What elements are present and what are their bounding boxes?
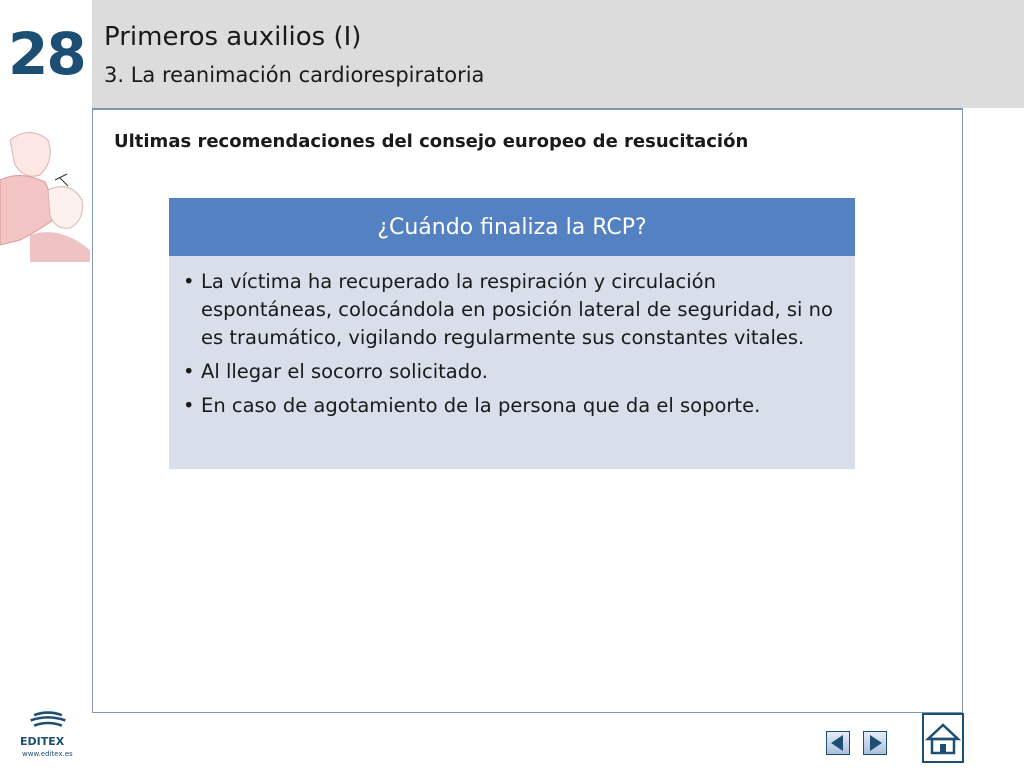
chapter-title: Primeros auxilios (I): [104, 22, 362, 52]
chapter-subtitle: 3. La reanimación cardiorespiratoria: [104, 63, 485, 87]
next-button[interactable]: [863, 731, 887, 755]
triangle-left-icon: [827, 732, 849, 754]
first-aid-illustration: [0, 120, 92, 270]
rcp-end-card: [169, 198, 855, 469]
triangle-right-icon: [864, 732, 886, 754]
chapter-number: 28: [8, 20, 85, 88]
list-item: • La víctima ha recuperado la respiración y circulación espontáneas, colocándola en posición lateral de seguridad, si no es traumático, vigilando regularmente sus constantes vitales.: [183, 268, 837, 352]
card-title: ¿Cuándo finaliza la RCP?: [169, 198, 855, 256]
section-heading: Ultimas recomendaciones del consejo europeo de resucitación: [114, 131, 749, 152]
editex-logo: [18, 710, 78, 736]
home-button[interactable]: [922, 713, 964, 763]
list-item: • En caso de agotamiento de la persona que da el soporte.: [183, 392, 837, 420]
logo-text: EDITEX: [20, 735, 65, 748]
card-list: [169, 256, 855, 420]
logo-url: www.editex.es: [22, 750, 73, 758]
home-icon: [924, 715, 962, 761]
list-item: • Al llegar el socorro solicitado.: [183, 358, 837, 386]
header-band: [92, 0, 1024, 108]
previous-button[interactable]: [826, 731, 850, 755]
